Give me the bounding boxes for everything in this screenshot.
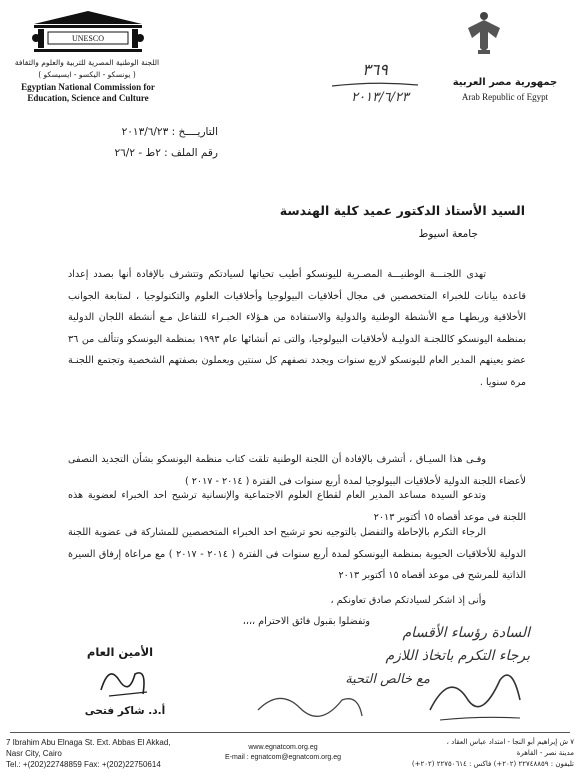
footer-phone-en: Tel.: +(202)22748859 Fax: +(202)22750614 [6,760,161,769]
footer-website-link[interactable]: www.egnatcom.org.eg [248,744,318,751]
svg-text:UNESCO: UNESCO [71,34,105,43]
commission-name-ar-sub: ( يونسكو - اليكسو - ايسيسكو ) [38,70,136,79]
signatory-signature-icon [95,660,155,700]
footer-web [218,743,348,763]
file-label: رقم الملف : [164,147,218,159]
date-row [60,126,218,138]
reference-number: ٣٦٩ [362,60,388,79]
handwritten-note-line-3: مع خالص التحية [345,672,430,687]
footer-email-link[interactable]: E-mail : egnatcom@egnatcom.org.eg [224,754,342,761]
reference-underline-icon [330,80,420,90]
body-paragraph-4: الرجاء التكرم بالإحاطة والتفضل بالتوجيه نحو ترشيح احد الخبراء المتخصصين للمشاركة فى عضوية اللجنة الدولية للأخلاقيات الحيوية بمنظمة اليونسكو لمدة أربع سنوات فى الفترة ( ٢٠١٤ - ٢٠١٧ ) مع مراعاة إرفاق السيرة الذاتية للمرشح فى موعد أقصاه ١٥ أكتوبر ٢٠١٣ [68,527,526,582]
signatory-title: الأمين العام [86,645,154,659]
file-value: ٢ط - ٢٦/٢ [114,147,161,159]
handwritten-note-line-2: برجاء التكرم باتخاذ اللازم [385,648,530,664]
footer-phone-ar: تليفون : ٢٢٧٤٨٨٥٩ (٢٠٢+) فاكس : ٢٢٧٥٠٦١٤ (٢٠٢+) [411,760,574,768]
commission-logo [28,8,148,56]
footer-address-en [6,737,216,770]
egypt-eagle-emblem [462,8,506,56]
recipient-institution: جامعة اسيوط [418,228,478,240]
recipient-title: السيد الأستاذ الدكتور عميد كلية الهندسة [279,203,525,218]
body-paragraph-1: تهدى اللجنـــة الوطنيـــة المصـرية لليونسكو أطيب تحياتها لسيادتكم وتتشرف بالإفادة أنها بصدد إعداد قاعدة بيانات للخبراء المتخصصين فى مجال أخلاقيات البيولوجيا وأخلاقيات العلوم والتكنولوجيا ، لمتابعة الجوانب الأخلاقية وربطهـا مـع الأنشطة الوطنية والدولية والاستفادة من هـؤلاء الخبـراء للتفاعل مـع أنشطة اللجان الدولية بمنظمة اليونسكو كاللجنـة الدوليـة لأخلاقيات البيولوجيا، والتى تم أنشائها عام ١٩٩٣ بمنظمة اليونسكو وتتألف من ٣٦ عضو يعينهم المدير العام لليونسكو لاربع سنوات ويجدد نصفهم كل سنتين ويعملون بصفتهم الشخصية وتجتمع اللجنـة مرة سنويا . [68,269,526,388]
file-row [60,147,218,159]
commission-name-en-2: Education, Science and Culture [27,93,149,103]
closing-line: وتفضلوا بقبول فائق الاحترام ،،،، [242,616,370,627]
date-label: التاريــــخ : [171,126,218,138]
eagle-icon [462,8,506,56]
commission-name-ar: اللجنة الوطنية المصرية للتربية والعلوم والثقافة [14,58,160,67]
temple-logo-icon [28,8,148,56]
signatory-name: أ.د. شاكر فتحى [84,705,166,717]
footer-address-en-1: 7 Ibrahim Abu Elnaga St. Ext. Abbas El Akkad, [6,738,171,747]
dean-signature-icon [420,660,530,730]
body-paragraph-2: وفـى هذا السيـاق ، أتشرف بالإفادة أن اللجنة الوطنية تلقت كتاب منظمة اليونسكو بشأن التجديد النصفى لأعضاء اللجنة الدولية لأخلاقيات البيولوجيا لمدة أربع سنوات فى الفترة ( ٢٠١٤ - ٢٠١٧ ) [68,454,526,487]
footer-address-ar [360,737,574,770]
footer-address-ar-1: ٧ ش إبراهيم أبو النجا - امتداد عباس العقاد ، [446,738,574,746]
handwritten-note-line-1: السادة رؤساء الأقسام [402,625,530,641]
date-value: ٢٠١٣/٦/٢٣ [121,126,169,138]
handwritten-scribble-icon [250,680,370,725]
egypt-name-ar: جمهورية مصر العربية [452,77,558,88]
egypt-name-en: Arab Republic of Egypt [461,92,549,102]
footer-address-en-2: Nasr City, Cairo [6,749,62,758]
commission-name-en-1: Egyptian National Commission for [21,82,155,92]
footer-divider [10,732,570,733]
body-paragraph-5: وأنى إذ اشكر لسيادتكم صادق تعاونكم ، [330,595,486,606]
reference-date: ٢٠١٣/٦/٢٣ [351,90,409,105]
body-paragraph-3: وتدعو السيدة مساعد المدير العام لقطاع العلوم الاجتماعية والإنسانية ترشيح احد الخبراء لعضوية هذه اللجنة فى موعد أقصاه ١٥ أكتوبر ٢٠١٣ [68,490,526,523]
footer-address-ar-2: مدينة نصر - القاهرة [516,749,574,757]
